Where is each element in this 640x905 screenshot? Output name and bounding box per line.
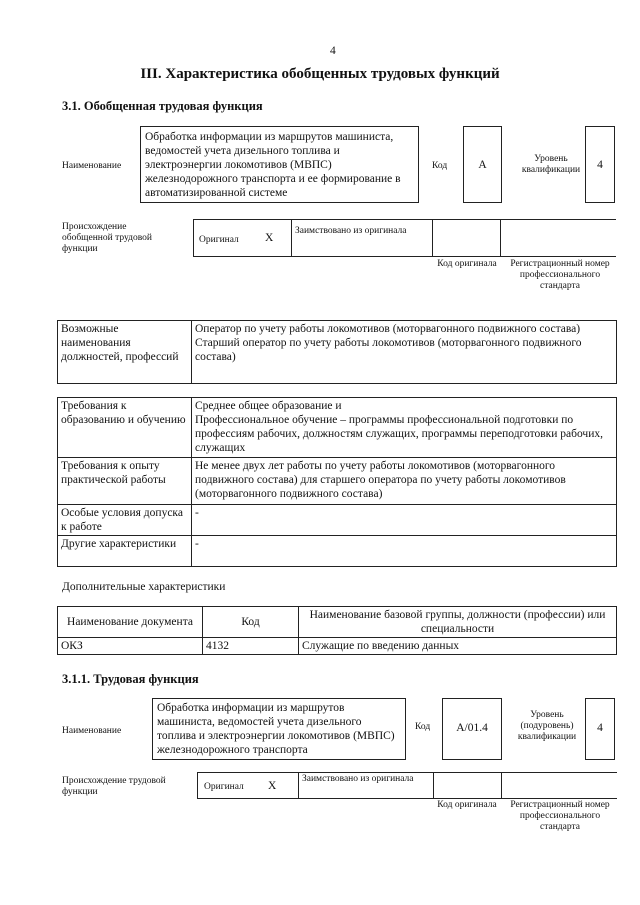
requirement-row (58, 536, 617, 567)
tf-level-label: Уровень (подуровень) квалификации (517, 710, 577, 742)
tf-original-mark: X (268, 780, 277, 792)
gtf-name-text: Обработка информации из маршрутов машиниста, ведомостей учета дизельного топлива и электроэнергии локомотивов (МВПС) железнодорожного транспорта и ее формирование в автоматизированной системе (145, 131, 401, 199)
requirement-value: Среднее общее образование и (195, 400, 342, 412)
tf-level-box (585, 698, 615, 760)
gtf-name-box (140, 126, 419, 203)
additional-col-name: Наименование базовой группы, должности (профессии) или специальности (299, 607, 617, 638)
additional-row-doc: ОКЗ (58, 638, 203, 655)
additional-row-code: 4132 (203, 638, 299, 655)
tf-name-box (152, 698, 406, 760)
tf-code-value: A/01.4 (456, 722, 488, 734)
tf-origin-label: Происхождение трудовой функции (62, 776, 166, 797)
gtf-code-value: A (478, 159, 487, 171)
table-row (58, 638, 617, 655)
additional-row-name: Служащие по введению данных (299, 638, 617, 655)
gtf-borrowed-label: Заимствовано из оригинала (295, 226, 407, 236)
section-title: III. Характеристика обобщенных трудовых функций (140, 66, 500, 82)
additional-col-doc: Наименование документа (58, 607, 203, 638)
gtf-name-label: Наименование (62, 161, 122, 171)
gtf-original-mark: X (265, 232, 274, 244)
gtf-original-label: Оригинал (199, 235, 239, 245)
gtf-level-box (585, 126, 615, 203)
tf-name-text: Обработка информации из маршрутов машиниста, ведомостей учета дизельного топлива и электроэнергии локомотивов (МВПС) железнодорожного транспорта (157, 702, 395, 756)
requirement-row (58, 505, 617, 536)
tf-borrowed-label: Заимствовано из оригинала (302, 774, 414, 784)
requirement-row (58, 458, 617, 505)
gtf-origin-row (193, 219, 616, 257)
additional-col-code: Код (203, 607, 299, 638)
requirements-table (57, 397, 617, 567)
requirement-value: - (192, 536, 617, 567)
requirement-value: - (192, 505, 617, 536)
gtf-level-label: Уровень квалификации (521, 154, 581, 175)
gtf-level-value: 4 (597, 159, 603, 171)
tf-code-label: Код (415, 722, 431, 732)
gtf-reg-number-label: Регистрационный номер профессионального стандарта (510, 259, 610, 291)
requirement-label: Требования к опыту практической работы (58, 458, 192, 505)
positions-table (57, 320, 617, 384)
positions-line-2: Старший оператор по учету работы локомотивов (моторвагонного подвижного состава) (195, 337, 582, 363)
additional-heading: Дополнительные характеристики (62, 581, 226, 593)
tf-reg-number-label: Регистрационный номер профессионального стандарта (510, 800, 610, 832)
requirement-label: Требования к образованию и обучению (58, 398, 192, 458)
gtf-code-original-label: Код оригинала (437, 259, 497, 269)
requirement-value: Профессиональное обучение – программы профессиональной подготовки по профессиям рабочих, должностям служащих, программы переподготовки рабочих, служащих (195, 414, 603, 454)
tf-level-value: 4 (597, 722, 603, 734)
tf-code-original-label: Код оригинала (437, 800, 497, 810)
tf-code-box (442, 698, 502, 760)
requirement-row (58, 398, 617, 458)
gtf-heading: 3.1. Обобщенная трудовая функция (62, 99, 263, 113)
tf-original-label: Оригинал (204, 782, 244, 792)
requirement-value: Не менее двух лет работы по учету работы локомотивов (моторвагонного подвижного состава) для старшего оператора по учету работы локомотивов (моторвагонного подвижного состава) (192, 458, 617, 505)
positions-label: Возможные наименования должностей, профессий (58, 321, 192, 384)
requirement-label: Особые условия допуска к работе (58, 505, 192, 536)
gtf-code-label: Код (432, 161, 448, 171)
tf-name-label: Наименование (62, 726, 122, 736)
tf-heading: 3.1.1. Трудовая функция (62, 672, 199, 686)
page-number: 4 (330, 45, 336, 57)
additional-table (57, 606, 617, 655)
gtf-origin-label: Происхождение обобщенной трудовой функции (62, 222, 152, 254)
positions-line-1: Оператор по учету работы локомотивов (моторвагонного подвижного состава) (195, 323, 581, 335)
gtf-code-box (463, 126, 502, 203)
requirement-label: Другие характеристики (58, 536, 192, 567)
